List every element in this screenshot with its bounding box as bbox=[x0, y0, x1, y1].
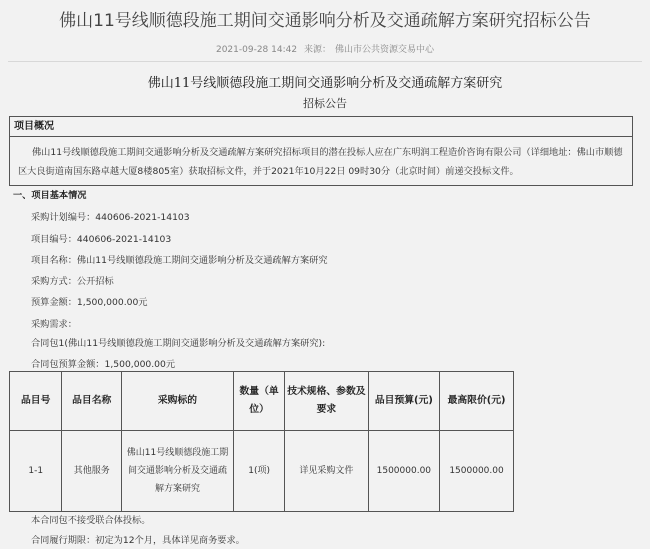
cell-item-budget: 1500000.00 bbox=[368, 431, 439, 512]
notice-subtitle: 招标公告 bbox=[303, 97, 347, 110]
cell-max-price: 1500000.00 bbox=[440, 431, 514, 512]
col-subject: 采购标的 bbox=[121, 372, 233, 431]
cell-subject: 佛山11号线顺德段施工期间交通影响分析及交通疏解方案研究 bbox=[121, 431, 233, 512]
cell-item-no: 1-1 bbox=[10, 431, 62, 512]
contract-period: 合同履行期限：初定为12个月，具体详见商务要求。 bbox=[31, 535, 245, 546]
no-consortium-note: 本合同包不接受联合体投标。 bbox=[31, 515, 151, 526]
cell-spec: 详见采购文件 bbox=[285, 431, 368, 512]
col-spec: 技术规格、参数及要求 bbox=[285, 372, 368, 431]
col-item-name: 品目名称 bbox=[62, 372, 122, 431]
table-row bbox=[10, 431, 514, 512]
plan-number: 采购计划编号：440606-2021-14103 bbox=[31, 212, 190, 223]
overview-heading: 项目概况 bbox=[10, 117, 632, 137]
project-number: 项目编号：440606-2021-14103 bbox=[31, 234, 172, 245]
page-title: 佛山11号线顺德段施工期间交通影响分析及交通疏解方案研究招标公告 bbox=[59, 11, 591, 31]
col-quantity: 数量（单位） bbox=[233, 372, 284, 431]
title-divider bbox=[8, 61, 642, 62]
budget-amount: 预算金额：1,500,000.00元 bbox=[31, 297, 148, 308]
section-heading: 一、项目基本情况 bbox=[13, 190, 87, 201]
publish-datetime: 2021-09-28 14:42 bbox=[215, 45, 298, 55]
contract-package: 合同包1(佛山11号线顺德段施工期间交通影响分析及交通疏解方案研究): bbox=[31, 338, 326, 349]
procurement-table bbox=[9, 371, 514, 512]
source-link[interactable]: 佛山市公共资源交易中心 bbox=[334, 45, 434, 55]
col-item-no: 品目号 bbox=[10, 372, 62, 431]
cell-item-name: 其他服务 bbox=[62, 431, 122, 512]
publish-meta bbox=[0, 42, 650, 55]
package-budget: 合同包预算金额：1,500,000.00元 bbox=[31, 359, 176, 370]
col-max-price: 最高限价(元) bbox=[440, 372, 514, 431]
procurement-demand: 采购需求： bbox=[31, 319, 77, 330]
overview-text: 佛山11号线顺德段施工期间交通影响分析及交通疏解方案研究招标项目的潜在投标人应在广东明润工程造价咨询有限公司（详细地址：佛山市顺德区大良街道南国东路卓越大厦8楼805室）获取招标文件，并于2021年10月22日 09时30分（北京时间）前递交投标文件。 bbox=[18, 147, 623, 177]
project-name: 项目名称：佛山11号线顺德段施工期间交通影响分析及交通疏解方案研究 bbox=[31, 255, 328, 266]
procurement-method: 采购方式：公开招标 bbox=[31, 276, 114, 287]
col-item-budget: 品目预算(元) bbox=[368, 372, 439, 431]
source-label: 来源： bbox=[303, 45, 331, 55]
cell-quantity: 1(项) bbox=[233, 431, 284, 512]
notice-title: 佛山11号线顺德段施工期间交通影响分析及交通疏解方案研究 bbox=[147, 76, 503, 91]
table-header-row bbox=[10, 372, 514, 431]
overview-box bbox=[9, 116, 633, 186]
